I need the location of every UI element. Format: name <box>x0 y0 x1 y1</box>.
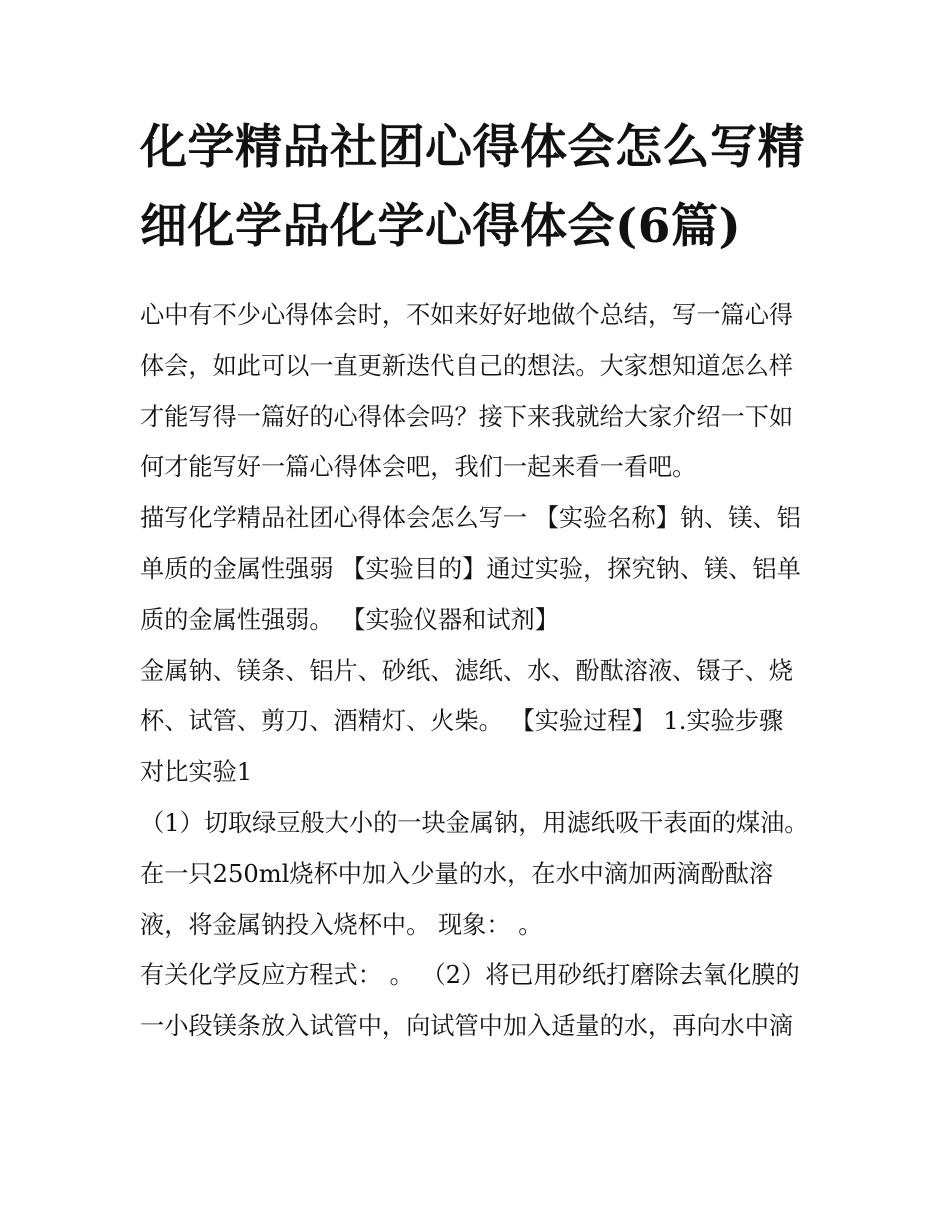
step-1-paragraph: （1）切取绿豆般大小的一块金属钠，用滤纸吸干表面的煤油。在一只250ml烧杯中加入少量的水，在水中滴加两滴酚酞溶液，将金属钠投入烧杯中。 现象： 。 <box>140 808 809 939</box>
document-title: 化学精品社团心得体会怎么写精细化学品化学心得体会(6篇) <box>140 120 805 254</box>
intro-paragraph: 心中有不少心得体会时，不如来好好地做个总结，写一篇心得体会，如此可以一直更新迭代自己的想法。大家想知道怎么样才能写得一篇好的心得体会吗？接下来我就给大家介绍一下如何才能写好一篇心得体会吧，我们一起来看一看吧。 <box>140 301 794 482</box>
step-2-paragraph: 有关化学反应方程式： 。 （2）将已用砂纸打磨除去氧化膜的一小段镁条放入试管中，向试管中加入适量的水，再向水中滴 <box>140 961 800 1041</box>
experiment-heading-paragraph: 描写化学精品社团心得体会怎么写一 【实验名称】钠、镁、铝单质的金属性强弱 【实验目的】通过实验，探究钠、镁、铝单质的金属性强弱。 【实验仪器和试剂】 <box>140 504 801 634</box>
materials-paragraph: 金属钠、镁条、铝片、砂纸、滤纸、水、酚酞溶液、镊子、烧杯、试管、剪刀、酒精灯、火柴。 【实验过程】 1.实验步骤 <box>140 656 794 736</box>
comparison-label: 对比实验1 <box>140 758 253 787</box>
document-page <box>140 108 812 1052</box>
